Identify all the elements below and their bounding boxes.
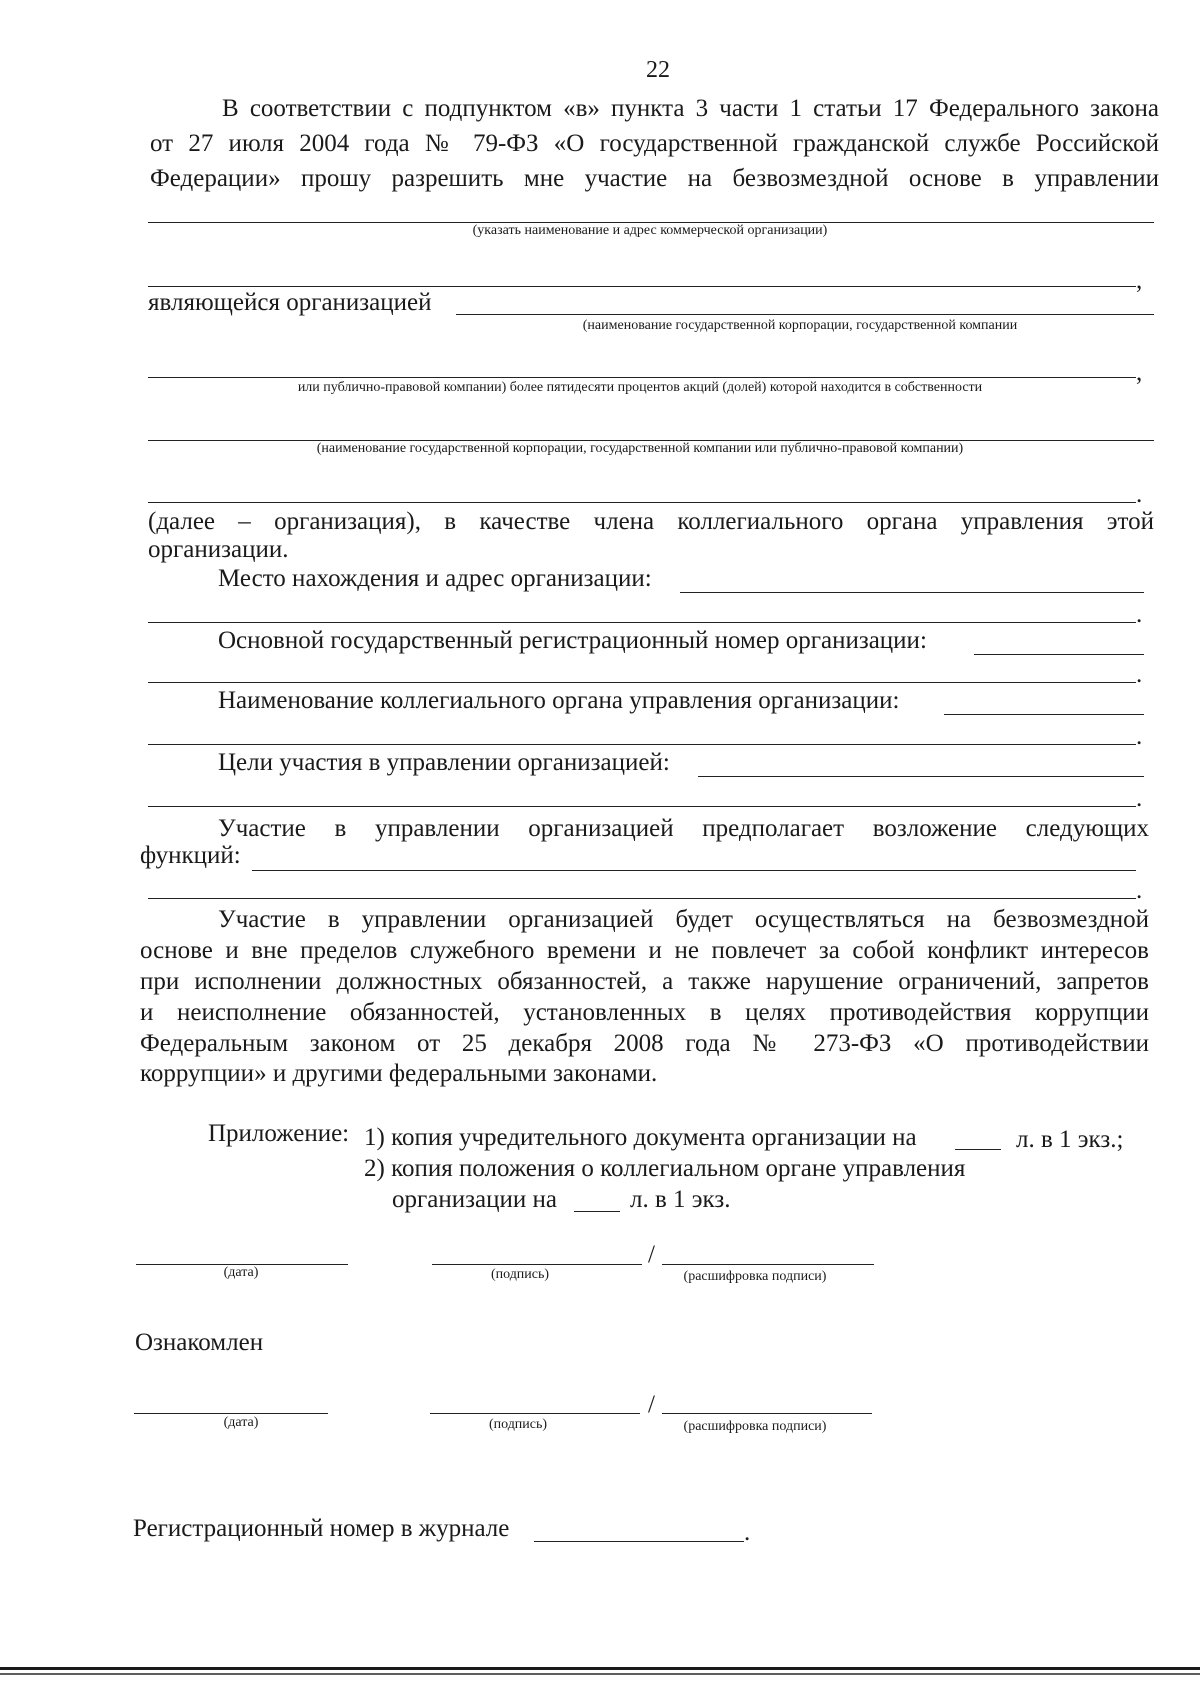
goals-field-line-2[interactable] — [148, 806, 1136, 807]
functions-field-line-2[interactable] — [148, 898, 1136, 899]
collegial-label: Наименование коллегиального органа управления организации: — [218, 687, 900, 714]
functions-line-2: функций: — [140, 842, 241, 869]
period-3: . — [1136, 661, 1143, 688]
registration-number-field[interactable] — [534, 1541, 744, 1542]
being-org-label: являющейся организацией — [148, 289, 432, 316]
intro-line-1: В соответствии с подпунктом «в» пункта 3 части 1 статьи 17 Федерального закона — [222, 95, 1159, 122]
corp-full-field-line-2[interactable] — [148, 502, 1136, 503]
ack-signature-slash: / — [648, 1391, 655, 1418]
ack-decode-field-line[interactable] — [662, 1413, 872, 1414]
corp-full-hint: (наименование государственной корпорации, государственной компании или публично-правовой компании) — [316, 441, 964, 456]
attachment-1-copies: л. в 1 экз.; — [1016, 1126, 1124, 1153]
commercial-org-field-line-2[interactable] — [148, 286, 1136, 287]
attachment-1-pages-field[interactable] — [955, 1149, 1001, 1150]
ack-date-field-line[interactable] — [134, 1413, 328, 1414]
date-hint: (дата) — [223, 1265, 259, 1280]
signature-decode-field-line[interactable] — [662, 1264, 874, 1265]
goals-field-line[interactable] — [698, 776, 1144, 777]
ogrn-field-line-2[interactable] — [148, 682, 1136, 683]
comma-2: , — [1136, 359, 1143, 386]
ogrn-field-line[interactable] — [974, 654, 1144, 655]
corp-name-hint: (наименование государственной корпорации, государственной компании — [582, 318, 1018, 333]
statement-line-3: при исполнении должностных обязанностей, а также нарушение ограничений, запретов — [140, 968, 1149, 995]
goals-label: Цели участия в управлении организацией: — [218, 749, 670, 776]
ack-decode-hint: (расшифровка подписи) — [683, 1419, 827, 1434]
commercial-org-hint: (указать наименование и адрес коммерческой организации) — [472, 223, 828, 238]
signature-field-line[interactable] — [432, 1264, 642, 1265]
functions-field-line[interactable] — [252, 870, 1136, 871]
statement-line-6: коррупции» и другими федеральными законами. — [140, 1060, 658, 1087]
signature-decode-hint: (расшифровка подписи) — [683, 1269, 827, 1284]
scan-edge-line — [0, 1667, 1200, 1670]
collegial-field-line-2[interactable] — [148, 744, 1136, 745]
attachment-2-text: 2) копия положения о коллегиальном органе управления — [364, 1155, 966, 1182]
corp-share-hint: или публично-правовой компании) более пятидесяти процентов акций (долей) которой находится в собственности — [297, 380, 983, 395]
attachment-2-copies: л. в 1 экз. — [630, 1186, 731, 1213]
location-field-line-2[interactable] — [148, 622, 1136, 623]
acknowledged-label: Ознакомлен — [135, 1329, 264, 1356]
page-number: 22 — [646, 57, 670, 83]
period-4: . — [1136, 723, 1143, 750]
registration-label: Регистрационный номер в журнале — [133, 1515, 510, 1542]
scan-edge-line-2 — [0, 1673, 1200, 1675]
ogrn-label: Основной государственный регистрационный номер организации: — [218, 627, 927, 654]
comma-1: , — [1136, 267, 1143, 294]
location-label: Место нахождения и адрес организации: — [218, 565, 652, 592]
attachment-2-pages-field[interactable] — [574, 1211, 620, 1212]
corp-share-field-line[interactable] — [148, 377, 1136, 378]
ack-signature-field-line[interactable] — [430, 1413, 640, 1414]
intro-line-2: от 27 июля 2004 года № 79-ФЗ «О государственной гражданской службе Российской — [150, 130, 1159, 157]
signature-hint: (подпись) — [490, 1267, 550, 1282]
location-field-line[interactable] — [680, 592, 1144, 593]
statement-line-4: и неисполнение обязанностей, установленных в целях противодействия коррупции — [140, 999, 1149, 1026]
ack-date-hint: (дата) — [223, 1415, 259, 1430]
period-1: . — [1136, 481, 1143, 508]
statement-line-5: Федеральным законом от 25 декабря 2008 года № 273-ФЗ «О противодействии — [140, 1030, 1149, 1057]
intro-line-3: Федерации» прошу разрешить мне участие на безвозмездной основе в управлении — [150, 165, 1159, 192]
corp-name-field-line[interactable] — [456, 314, 1154, 315]
period-6: . — [1136, 877, 1143, 904]
period-5: . — [1136, 785, 1143, 812]
functions-line-1: Участие в управлении организацией предполагает возложение следующих — [218, 815, 1149, 842]
member-line-1: (далее – организация), в качестве члена коллегиального органа управления этой — [148, 508, 1154, 535]
collegial-field-line[interactable] — [944, 714, 1144, 715]
attachments-label: Приложение: — [208, 1120, 350, 1147]
attachment-2-line-2: организации на — [392, 1186, 557, 1213]
period-2: . — [1136, 601, 1143, 628]
statement-line-2: основе и вне пределов служебного времени и не повлечет за собой конфликт интересов — [140, 937, 1149, 964]
registration-period: . — [744, 1519, 751, 1546]
member-line-2: организации. — [148, 536, 289, 563]
attachment-1-text: 1) копия учредительного документа организации на — [364, 1124, 917, 1151]
signature-slash: / — [648, 1241, 655, 1268]
statement-line-1: Участие в управлении организацией будет осуществляться на безвозмездной — [218, 906, 1149, 933]
ack-signature-hint: (подпись) — [488, 1417, 548, 1432]
